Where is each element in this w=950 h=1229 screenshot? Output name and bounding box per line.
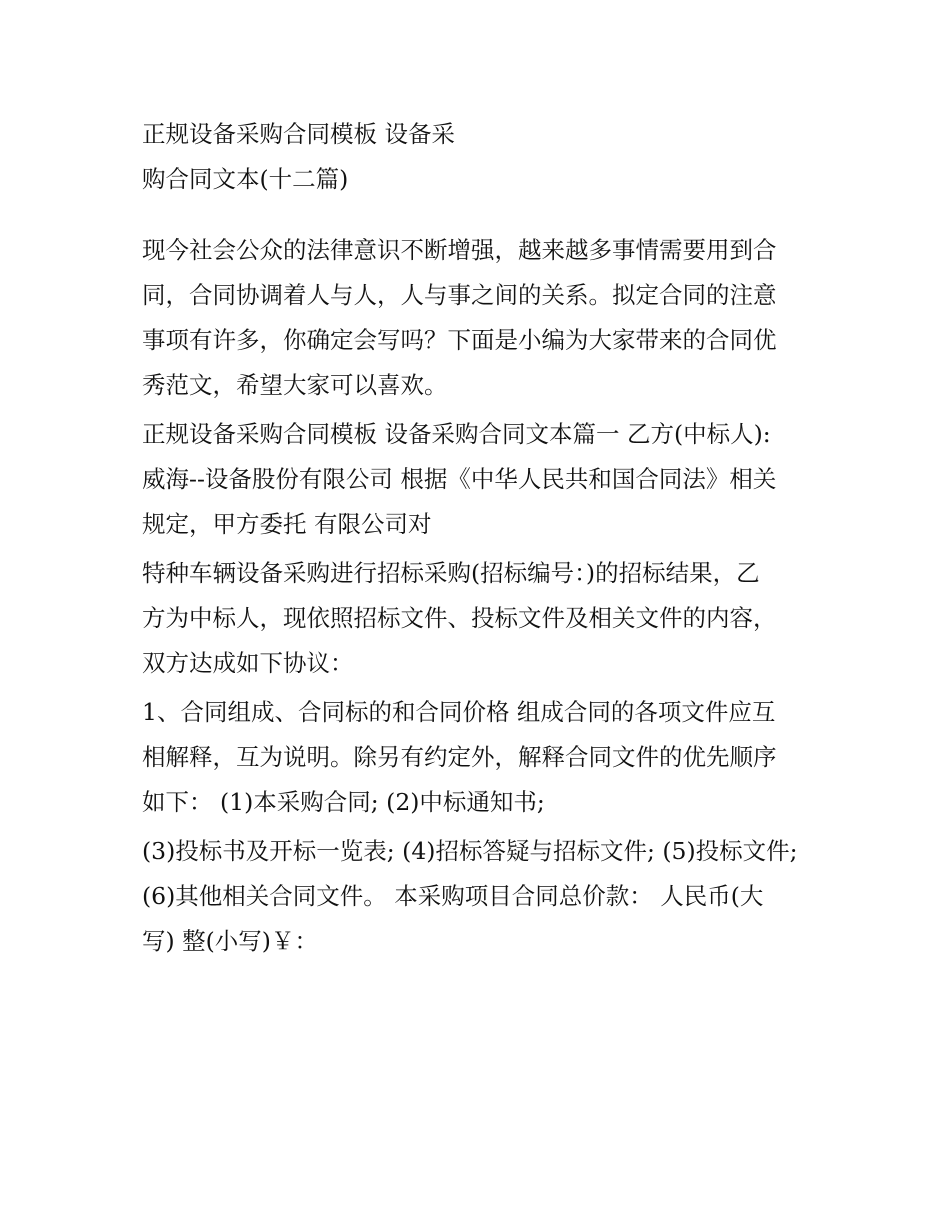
text-line: 秀范文，希望大家可以喜欢。	[142, 371, 448, 399]
text-line: 特种车辆设备采购进行招标采购(招标编号：)的招标结果，乙	[142, 559, 760, 587]
document-content	[142, 112, 818, 964]
text-line: 正规设备采购合同模板 设备采购合同文本篇一 乙方(中标人):	[142, 420, 771, 448]
paragraph-bid-result	[142, 551, 818, 686]
text-line: 写) 整(小写)￥：	[142, 927, 318, 955]
text-line: 双方达成如下协议：	[142, 649, 354, 677]
document-body	[142, 228, 818, 964]
text-line: 1、合同组成、合同标的和合同价格 组成合同的各项文件应互	[142, 698, 776, 726]
paragraph-intro	[142, 228, 818, 408]
text-line: 威海--设备股份有限公司 根据《中华人民共和国合同法》相关	[142, 465, 777, 493]
text-line: 方为中标人，现依照招标文件、投标文件及相关文件的内容，	[142, 604, 777, 632]
text-line: 同，合同协调着人与人，人与事之间的关系。拟定合同的注意	[142, 281, 777, 309]
document-title	[142, 112, 818, 202]
text-line: 事项有许多，你确定会写吗？下面是小编为大家带来的合同优	[142, 326, 777, 354]
paragraph-contract-composition	[142, 690, 818, 825]
title-line: 正规设备采购合同模板 设备采	[142, 120, 455, 148]
paragraph-contract-parties	[142, 412, 818, 547]
text-line: 现今社会公众的法律意识不断增强，越来越多事情需要用到合	[142, 236, 777, 264]
title-line: 购合同文本(十二篇)	[142, 165, 349, 193]
paragraph-contract-documents	[142, 829, 818, 964]
text-line: 相解释，互为说明。除另有约定外，解释合同文件的优先顺序	[142, 743, 777, 771]
text-line: (3)投标书及开标一览表; (4)招标答疑与招标文件; (5)投标文件;	[142, 837, 798, 865]
text-line: 如下： (1)本采购合同; (2)中标通知书;	[142, 788, 545, 816]
text-line: 规定，甲方委托 有限公司对	[142, 510, 432, 538]
text-line: (6)其他相关合同文件。 本采购项目合同总价款： 人民币(大	[142, 882, 764, 910]
